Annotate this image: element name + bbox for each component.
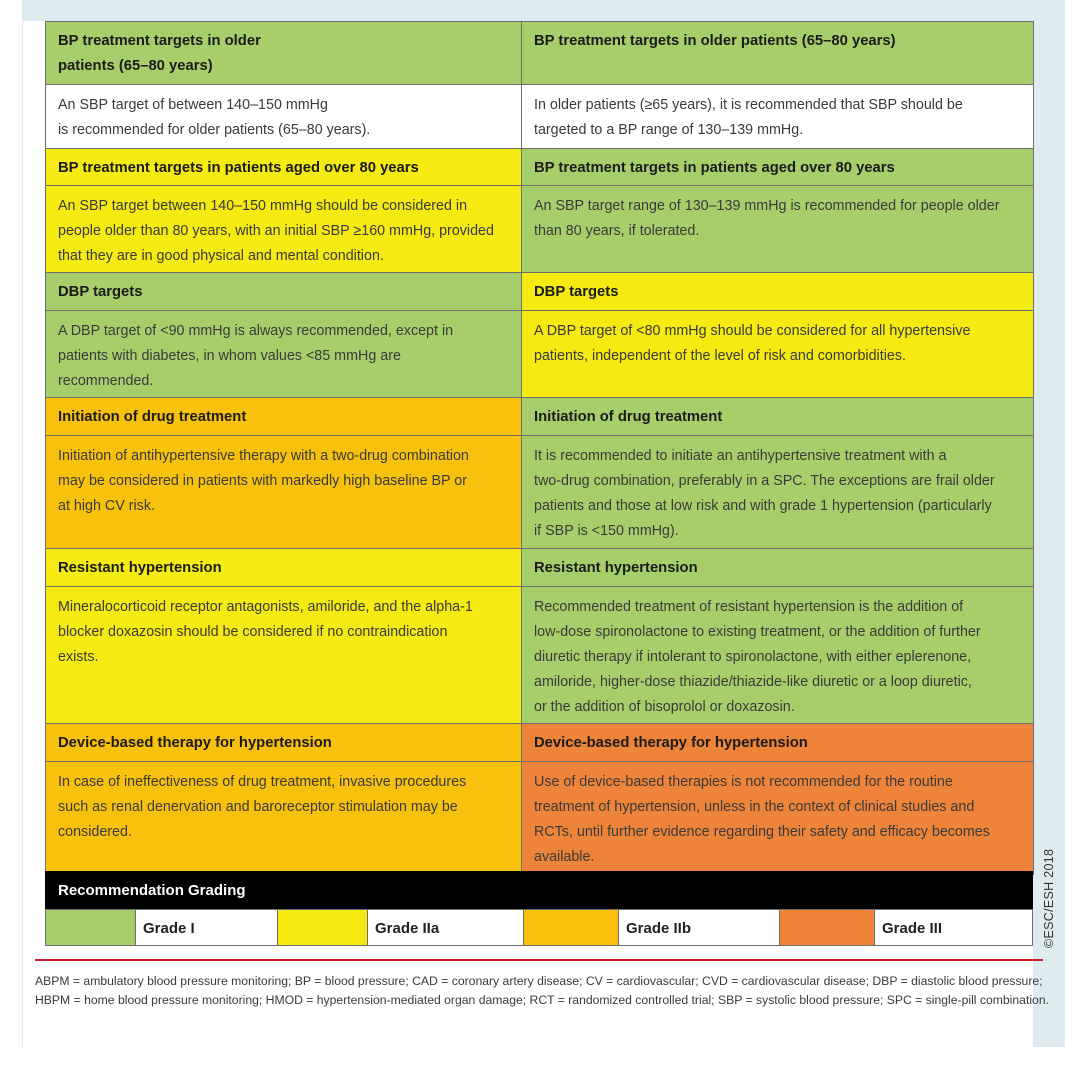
grade-iib-swatch bbox=[523, 910, 618, 945]
cell-body-text: An SBP target between 140–150 mmHg should be considered in people older than 80 years, with an initial SBP ≥160 mmHg, provided that they are in good physical and mental condition. bbox=[58, 198, 494, 264]
divider-line bbox=[35, 959, 1043, 961]
grade-iii-label: Grade III bbox=[874, 910, 1032, 945]
cell-heading-text: BP treatment targets in older patients (65–80 years) bbox=[58, 33, 261, 74]
cell-body-text: Mineralocorticoid receptor antagonists, amiloride, and the alpha-1 blocker doxazosin should be considered if no contraindication exists. bbox=[58, 599, 473, 665]
grade-iib-label: Grade IIb bbox=[618, 910, 779, 945]
abbreviations-footnote: ABPM = ambulatory blood pressure monitoring; BP = blood pressure; CAD = coronary artery disease; CV = cardiovascular; CVD = cardiovascular disease; DBP = diastolic blood pressure; HBPM = home blood pressure monitoring; HMOD = hypertension-mediated organ damage; RCT = randomized controlled trial; SBP = systolic blood pressure; SPC = single-pill combination. bbox=[35, 974, 1049, 1007]
recommendation-grading-title: Recommendation Grading bbox=[58, 882, 246, 899]
2013-heading-cell bbox=[46, 22, 522, 85]
cell-body-text: In older patients (≥65 years), it is recommended that SBP should be targeted to a BP range of 130–139 mmHg. bbox=[534, 97, 963, 138]
cell-heading-text: Initiation of drug treatment bbox=[58, 409, 247, 425]
section-header-row bbox=[46, 22, 1034, 85]
2018-recommendation-cell bbox=[522, 762, 1034, 875]
2018-heading-cell bbox=[522, 149, 1034, 186]
section-header-row bbox=[46, 549, 1034, 587]
cell-body-text: A DBP target of <90 mmHg is always recommended, except in patients with diabetes, in whom values <85 mmHg are recommended. bbox=[58, 323, 454, 389]
section-body-row bbox=[46, 587, 1034, 724]
2018-heading-cell bbox=[522, 398, 1034, 436]
2018-heading-cell bbox=[522, 273, 1034, 311]
cell-heading-text: DBP targets bbox=[58, 284, 143, 300]
section-header-row bbox=[46, 724, 1034, 762]
cell-heading-text: BP treatment targets in older patients (65–80 years) bbox=[534, 33, 896, 49]
recommendations-table bbox=[45, 21, 1034, 875]
section-body-row bbox=[46, 311, 1034, 398]
cell-body-text: Recommended treatment of resistant hypertension is the addition of low-dose spironolactone to existing treatment, or the addition of further diuretic therapy if intolerant to spironolactone, with either eplerenone, amiloride, higher-dose thiazide/thiazide-like diuretic or a loop diuretic, or the addition of bisoprolol or doxazosin. bbox=[534, 599, 981, 715]
cell-body-text: A DBP target of <80 mmHg should be considered for all hypertensive patients, independent of the level of risk and comorbidities. bbox=[534, 323, 971, 364]
section-body-row bbox=[46, 85, 1034, 149]
2013-heading-cell bbox=[46, 549, 522, 587]
grading-legend bbox=[45, 909, 1033, 946]
2018-recommendation-cell bbox=[522, 436, 1034, 549]
grade-i-swatch bbox=[46, 910, 135, 945]
grade-iia-swatch bbox=[277, 910, 367, 945]
cell-body-text: It is recommended to initiate an antihypertensive treatment with a two-drug combination, preferably in a SPC. The exceptions are frail older patients and those at low risk and with grade 1 hypertension (particularly if SBP is <150 mmHg). bbox=[534, 448, 995, 539]
section-body-row bbox=[46, 762, 1034, 875]
cell-body-text: Initiation of antihypertensive therapy with a two-drug combination may be considered in patients with markedly high baseline BP or at high CV risk. bbox=[58, 448, 469, 514]
cell-heading-text: Device-based therapy for hypertension bbox=[58, 735, 332, 751]
2018-heading-cell bbox=[522, 22, 1034, 85]
2013-heading-cell bbox=[46, 149, 522, 186]
cell-body-text: An SBP target range of 130–139 mmHg is recommended for people older than 80 years, if tolerated. bbox=[534, 198, 1000, 239]
grade-i-label: Grade I bbox=[135, 910, 277, 945]
cell-body-text: An SBP target of between 140–150 mmHg is recommended for older patients (65–80 years). bbox=[58, 97, 371, 138]
2013-heading-cell bbox=[46, 724, 522, 762]
2013-recommendation-cell bbox=[46, 311, 522, 398]
2013-recommendation-cell bbox=[46, 436, 522, 549]
2018-heading-cell bbox=[522, 724, 1034, 762]
recommendation-grading-bar bbox=[45, 871, 1033, 909]
cell-heading-text: Initiation of drug treatment bbox=[534, 409, 723, 425]
2018-recommendation-cell bbox=[522, 587, 1034, 724]
2013-recommendation-cell bbox=[46, 186, 522, 273]
cell-body-text: In case of ineffectiveness of drug treatment, invasive procedures such as renal denervation and baroreceptor stimulation may be considered. bbox=[58, 774, 467, 840]
cell-heading-text: DBP targets bbox=[534, 284, 619, 300]
2013-heading-cell bbox=[46, 398, 522, 436]
section-header-row bbox=[46, 149, 1034, 186]
section-header-row bbox=[46, 398, 1034, 436]
2018-recommendation-cell bbox=[522, 186, 1034, 273]
cell-heading-text: BP treatment targets in patients aged over 80 years bbox=[58, 160, 419, 176]
cell-body-text: Use of device-based therapies is not recommended for the routine treatment of hypertension, unless in the context of clinical studies and RCTs, until further evidence regarding their safety and efficacy becomes available. bbox=[534, 774, 990, 865]
cell-heading-text: Resistant hypertension bbox=[58, 560, 222, 576]
grade-iia-label: Grade IIa bbox=[367, 910, 523, 945]
cell-heading-text: Resistant hypertension bbox=[534, 560, 698, 576]
2018-recommendation-cell bbox=[522, 85, 1034, 149]
copyright-notice: ©ESC/ESH 2018 bbox=[1042, 848, 1056, 948]
grade-iii-swatch bbox=[779, 910, 874, 945]
2013-recommendation-cell bbox=[46, 85, 522, 149]
section-body-row bbox=[46, 186, 1034, 273]
2013-recommendation-cell bbox=[46, 587, 522, 724]
2018-recommendation-cell bbox=[522, 311, 1034, 398]
section-body-row bbox=[46, 436, 1034, 549]
section-header-row bbox=[46, 273, 1034, 311]
2018-heading-cell bbox=[522, 549, 1034, 587]
2013-recommendation-cell bbox=[46, 762, 522, 875]
cell-heading-text: BP treatment targets in patients aged over 80 years bbox=[534, 160, 895, 176]
2013-heading-cell bbox=[46, 273, 522, 311]
cell-heading-text: Device-based therapy for hypertension bbox=[534, 735, 808, 751]
